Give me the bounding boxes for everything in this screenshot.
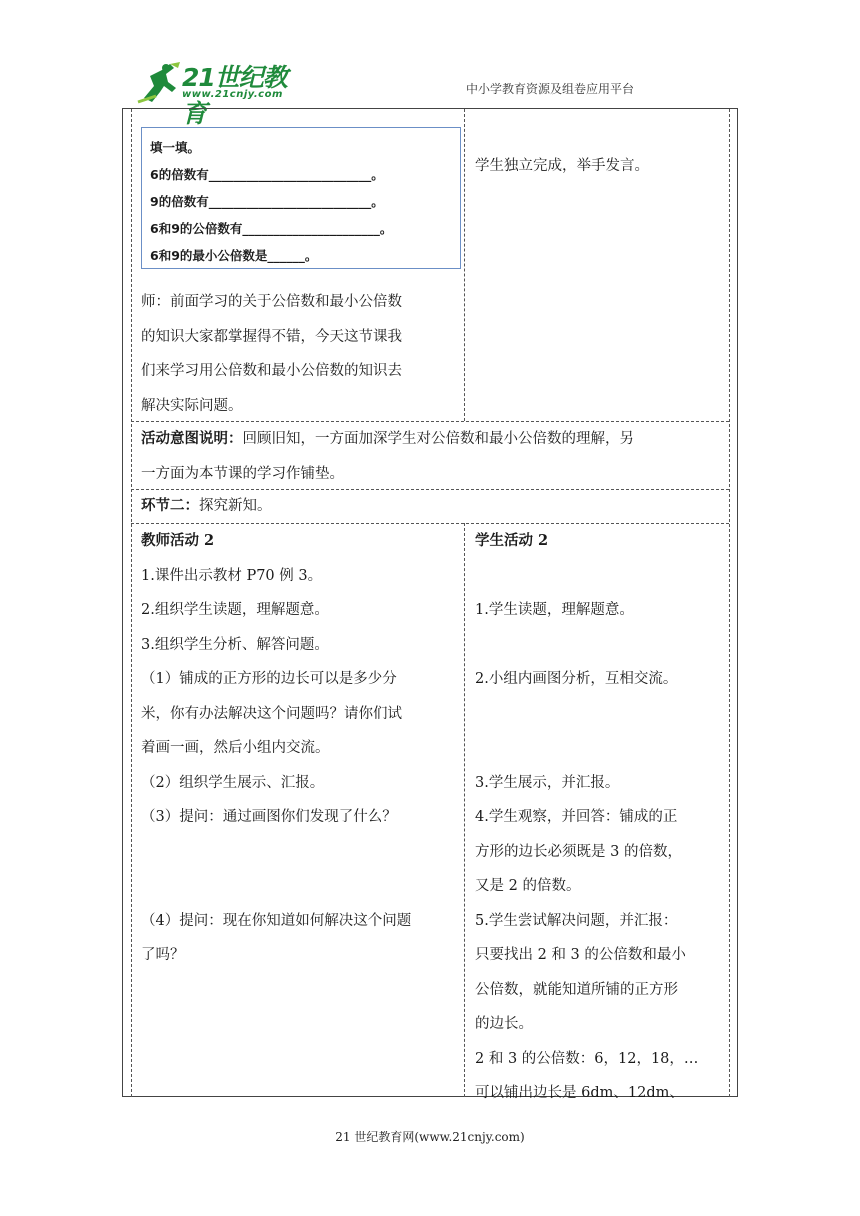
teacher-line: 3.组织学生分析、解答问题。 bbox=[141, 636, 329, 653]
platform-title: 中小学教育资源及组卷应用平台 bbox=[466, 82, 635, 96]
student-line: 2.小组内画图分析，互相交流。 bbox=[475, 671, 678, 687]
student-activity-column bbox=[475, 524, 698, 1111]
logo-text: 21世纪教育 bbox=[182, 63, 287, 128]
teacher-line: 2.组织学生读题，理解题意。 bbox=[141, 602, 329, 618]
runner-logo-icon bbox=[136, 62, 182, 106]
student-line: 5.学生尝试解决问题，并汇报： bbox=[475, 912, 678, 929]
page-header bbox=[0, 0, 860, 128]
student-line: 方形的边长必须既是 3 的倍数， bbox=[475, 843, 682, 860]
quiz-line: 9的倍数有__________________________。 bbox=[150, 194, 384, 209]
teacher-activity-heading: 教师活动 2 bbox=[141, 532, 215, 549]
quiz-line: 6和9的最小公倍数是______。 bbox=[150, 248, 318, 263]
spacer bbox=[141, 835, 411, 870]
student-line: 可以铺出边长是 6dm、12dm、 bbox=[475, 1085, 684, 1101]
page-footer: 21 世纪教育网(www.21cnjy.com) bbox=[335, 1130, 525, 1144]
spacer bbox=[141, 869, 411, 904]
stage-row bbox=[141, 489, 272, 524]
intent-text-2: 一方面为本节课的学习作铺垫。 bbox=[141, 465, 344, 482]
activity-intent bbox=[141, 422, 634, 491]
fill-in-quiz-box bbox=[141, 127, 461, 269]
teacher-line: 了吗？ bbox=[141, 947, 185, 963]
teacher-speech bbox=[141, 285, 402, 423]
teacher-line: 米，你有办法解决这个问题吗？请你们试 bbox=[141, 705, 402, 722]
teacher-line: （3）提问：通过画图你们发现了什么？ bbox=[141, 809, 397, 825]
student-line: 1.学生读题，理解题意。 bbox=[475, 602, 634, 618]
stage-label: 环节二： bbox=[141, 497, 199, 514]
student-line: 4.学生观察，并回答：铺成的正 bbox=[475, 809, 678, 825]
spacer bbox=[475, 697, 698, 732]
student-line: 2 和 3 的公倍数：6，12，18，… bbox=[475, 1050, 699, 1067]
intent-text: 回顾旧知，一方面加深学生对公倍数和最小公倍数的理解，另 bbox=[242, 431, 634, 447]
speech-line: 的知识大家都掌握得不错，今天这节课我 bbox=[141, 328, 402, 345]
speech-line: 解决实际问题。 bbox=[141, 397, 243, 414]
column-divider-top bbox=[464, 109, 465, 421]
speech-line: 师：前面学习的关于公倍数和最小公倍数 bbox=[141, 294, 402, 310]
student-line: 公倍数，就能知道所铺的正方形 bbox=[475, 981, 678, 998]
student-line: 3.学生展示，并汇报。 bbox=[475, 774, 620, 791]
student-line: 只要找出 2 和 3 的公倍数和最小 bbox=[475, 947, 686, 963]
quiz-line: 6的倍数有__________________________。 bbox=[150, 167, 384, 182]
teacher-line: 着画一画，然后小组内交流。 bbox=[141, 740, 330, 756]
student-line: 又是 2 的倍数。 bbox=[475, 878, 581, 894]
stage-text: 探究新知。 bbox=[199, 498, 272, 514]
student-response-1: 学生独立完成，举手发言。 bbox=[475, 158, 649, 174]
lesson-table bbox=[122, 109, 738, 1101]
logo-url: www.21cnjy.com bbox=[182, 89, 283, 100]
student-line: 的边长。 bbox=[475, 1016, 533, 1032]
column-divider-bottom bbox=[464, 523, 465, 1097]
teacher-line: （1）铺成的正方形的边长可以是多少分 bbox=[141, 671, 397, 687]
teacher-line: （2）组织学生展示、汇报。 bbox=[141, 774, 325, 791]
teacher-line: 1.课件出示教材 P70 例 3。 bbox=[141, 567, 323, 584]
intent-label: 活动意图说明： bbox=[141, 430, 243, 447]
student-activity-heading: 学生活动 2 bbox=[475, 532, 549, 549]
spacer bbox=[475, 628, 698, 663]
speech-line: 们来学习用公倍数和最小公倍数的知识去 bbox=[141, 363, 402, 379]
site-logo bbox=[136, 62, 306, 128]
quiz-line: 6和9的公倍数有______________________。 bbox=[150, 221, 393, 236]
spacer bbox=[475, 731, 698, 766]
quiz-title: 填一填。 bbox=[150, 140, 201, 155]
teacher-line: （4）提问：现在你知道如何解决这个问题 bbox=[141, 912, 412, 929]
spacer bbox=[475, 559, 698, 594]
outer-inner-left-rule bbox=[131, 109, 132, 1097]
teacher-activity-column bbox=[141, 524, 411, 973]
outer-inner-right-rule bbox=[729, 109, 730, 1097]
